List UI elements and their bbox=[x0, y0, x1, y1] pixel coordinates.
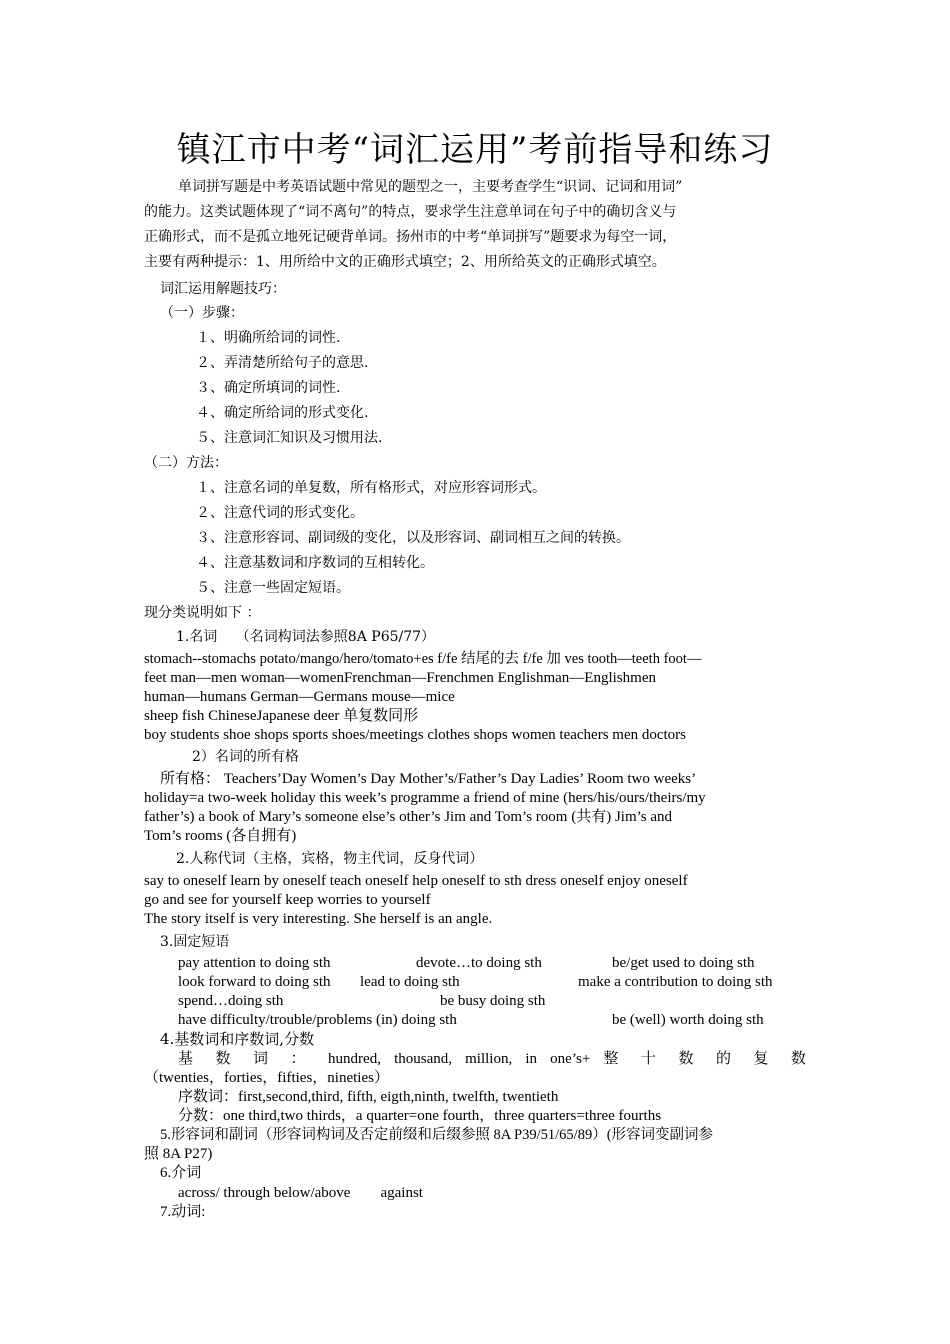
phrase-item: spend…doing sth bbox=[178, 993, 284, 1009]
pronouns-line: say to oneself learn by oneself teach oneself help oneself to sth dress oneself enjoy oneself bbox=[144, 873, 688, 889]
nouns-line: feet man—men woman—womenFrenchman—Frenchmen Englishman—Englishmen bbox=[144, 670, 656, 686]
steps-heading: （一）步骤： bbox=[160, 305, 244, 321]
nouns-line: stomach--stomachs potato/mango/hero/tomato+es f/fe 结尾的去 f/fe 加 ves tooth—teeth foot— bbox=[144, 651, 702, 667]
possessive-heading: 2）名词的所有格 bbox=[192, 749, 299, 765]
nouns-line: human—humans German—Germans mouse—mice bbox=[144, 689, 455, 705]
phrases-heading: 3.固定短语 bbox=[160, 934, 230, 950]
intro-line-4: 主要有两种提示：1、用所给中文的正确形式填空；2、用所给英文的正确形式填空。 bbox=[144, 254, 666, 270]
adjectives-line: 照 8A P27) bbox=[144, 1146, 213, 1162]
possessive-line: Tom’s rooms (各自拥有) bbox=[144, 828, 297, 844]
phrase-item: make a contribution to doing sth bbox=[578, 974, 773, 990]
intro-line-1: 单词拼写题是中考英语试题中常见的题型之一，主要考查学生“识词、记词和用词” bbox=[178, 179, 683, 195]
pronouns-line: go and see for yourself keep worries to yourself bbox=[144, 892, 431, 908]
numerals-heading: 4.基数词和序数词,分数 bbox=[160, 1030, 315, 1048]
numerals-fraction: 分数：one third,two thirds，a quarter=one fourth，three quarters=three fourths bbox=[178, 1108, 662, 1124]
method-item: ４、注意基数词和序数词的互相转化。 bbox=[196, 555, 434, 571]
step-item: ５、注意词汇知识及习惯用法. bbox=[196, 430, 383, 446]
verbs-heading: 7.动词: bbox=[160, 1204, 206, 1220]
nouns-line: boy students shoe shops sports shoes/meetings clothes shops women teachers men doctors bbox=[144, 727, 687, 743]
nouns-line: sheep fish ChineseJapanese deer 单复数同形 bbox=[144, 708, 419, 724]
skills-heading: 词汇运用解题技巧： bbox=[160, 281, 286, 297]
intro-line-3: 正确形式，而不是孤立地死记硬背单词。扬州市的中考“单词拼写”题要求为每空一词， bbox=[144, 229, 677, 245]
intro-line-2: 的能力。这类试题体现了“词不离句”的特点，要求学生注意单词在句子中的确切含义与 bbox=[144, 204, 677, 220]
method-item: ３、注意形容词、副词级的变化，以及形容词、副词相互之间的转换。 bbox=[196, 530, 630, 546]
phrase-item: look forward to doing sth bbox=[178, 974, 331, 990]
phrase-item: pay attention to doing sth bbox=[178, 955, 331, 971]
step-item: ２、弄清楚所给句子的意思. bbox=[196, 355, 369, 371]
phrase-item: be (well) worth doing sth bbox=[612, 1012, 764, 1028]
numerals-cardinal: 基 数 词 ： hundred, thousand, million, in one’s+ 整 十 数 的 复 数 bbox=[178, 1051, 806, 1067]
step-item: １、明确所给词的词性. bbox=[196, 330, 341, 346]
phrase-item: be busy doing sth bbox=[440, 993, 546, 1009]
phrase-item: devote…to doing sth bbox=[416, 955, 542, 971]
prepositions-heading: 6.介词 bbox=[160, 1165, 202, 1181]
possessive-line: 所有格： Teachers’Day Women’s Day Mother’s/Father’s Day Ladies’ Room two weeks’ bbox=[160, 771, 697, 787]
page-title: 镇江市中考“词汇运用”考前指导和练习 bbox=[176, 130, 774, 170]
phrase-item: have difficulty/trouble/problems (in) doing sth bbox=[178, 1012, 457, 1028]
step-item: ３、确定所填词的词性. bbox=[196, 380, 341, 396]
methods-heading: （二）方法： bbox=[144, 455, 228, 471]
prepositions-line: across/ through below/above against bbox=[178, 1185, 423, 1201]
numerals-cardinal-2: （twenties，forties，fifties，nineties） bbox=[144, 1070, 389, 1086]
numerals-ordinal: 序数词：first,second,third, fifth, eigth,ninth, twelfth, twentieth bbox=[178, 1089, 559, 1105]
pronouns-line: The story itself is very interesting. She herself is an angle. bbox=[144, 911, 493, 927]
classify-heading: 现分类说明如下 ： bbox=[144, 605, 261, 621]
possessive-line: holiday=a two-week holiday this week’s programme a friend of mine (hers/his/ours/theirs/my bbox=[144, 790, 706, 806]
method-item: ５、注意一些固定短语。 bbox=[196, 580, 350, 596]
phrase-item: be/get used to doing sth bbox=[612, 955, 755, 971]
method-item: ２、注意代词的形式变化。 bbox=[196, 505, 364, 521]
adjectives-line: 5.形容词和副词（形容词构词及否定前缀和后缀参照 8A P39/51/65/89）(形容词变副词参 bbox=[160, 1127, 714, 1143]
phrase-item: lead to doing sth bbox=[360, 974, 460, 990]
nouns-heading: 1.名词 （名词构词法参照8A P65/77） bbox=[176, 629, 436, 645]
step-item: ４、确定所给词的形式变化. bbox=[196, 405, 369, 421]
pronouns-heading: 2.人称代词（主格，宾格，物主代词，反身代词） bbox=[176, 851, 484, 867]
method-item: １、注意名词的单复数，所有格形式，对应形容词形式。 bbox=[196, 480, 546, 496]
possessive-line: father’s) a book of Mary’s someone else’s other’s Jim and Tom’s room (共有) Jim’s and bbox=[144, 809, 673, 825]
